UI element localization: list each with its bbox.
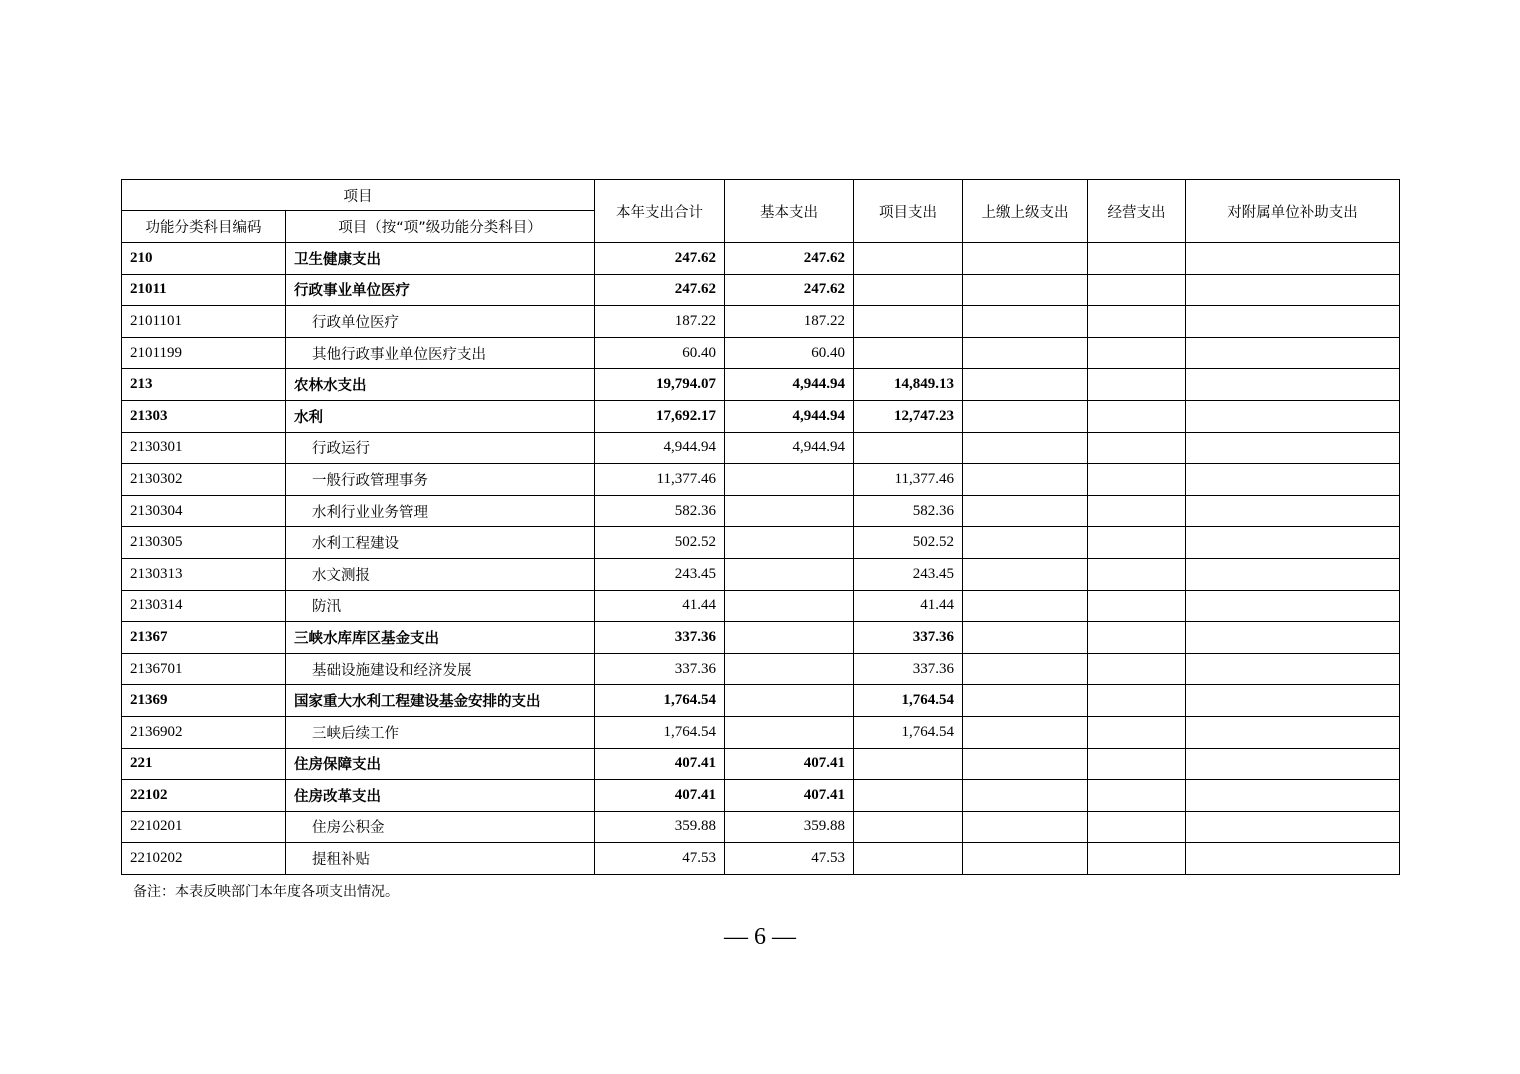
cell-total: 41.44 xyxy=(595,590,725,622)
cell-code: 2130314 xyxy=(122,590,286,622)
cell-subsidy xyxy=(1186,590,1400,622)
table-row xyxy=(122,495,1400,527)
cell-name: 防汛 xyxy=(286,590,595,622)
header-project: 项目支出 xyxy=(854,180,963,243)
cell-basic xyxy=(725,622,854,654)
cell-subsidy xyxy=(1186,716,1400,748)
cell-subsidy xyxy=(1186,748,1400,780)
cell-superior xyxy=(963,622,1088,654)
cell-basic: 60.40 xyxy=(725,337,854,369)
cell-total: 19,794.07 xyxy=(595,369,725,401)
cell-business xyxy=(1088,685,1186,717)
cell-name: 水文测报 xyxy=(286,558,595,590)
cell-basic: 359.88 xyxy=(725,811,854,843)
cell-project: 1,764.54 xyxy=(854,716,963,748)
cell-project xyxy=(854,843,963,875)
cell-subsidy xyxy=(1186,369,1400,401)
cell-subsidy xyxy=(1186,653,1400,685)
cell-superior xyxy=(963,306,1088,338)
cell-project: 337.36 xyxy=(854,653,963,685)
cell-total: 187.22 xyxy=(595,306,725,338)
table-row xyxy=(122,590,1400,622)
cell-superior xyxy=(963,432,1088,464)
cell-superior xyxy=(963,243,1088,275)
cell-business xyxy=(1088,306,1186,338)
cell-project: 502.52 xyxy=(854,527,963,559)
cell-project: 582.36 xyxy=(854,495,963,527)
cell-business xyxy=(1088,843,1186,875)
cell-subsidy xyxy=(1186,843,1400,875)
cell-superior xyxy=(963,527,1088,559)
cell-total: 502.52 xyxy=(595,527,725,559)
header-name: 项目（按“项”级功能分类科目） xyxy=(286,211,595,243)
cell-code: 2210201 xyxy=(122,811,286,843)
cell-total: 337.36 xyxy=(595,653,725,685)
table-row xyxy=(122,716,1400,748)
cell-business xyxy=(1088,716,1186,748)
cell-code: 2101101 xyxy=(122,306,286,338)
table-row xyxy=(122,337,1400,369)
cell-business xyxy=(1088,653,1186,685)
cell-business xyxy=(1088,748,1186,780)
cell-project: 12,747.23 xyxy=(854,400,963,432)
cell-project xyxy=(854,306,963,338)
cell-subsidy xyxy=(1186,811,1400,843)
cell-name: 水利行业业务管理 xyxy=(286,495,595,527)
header-code: 功能分类科目编码 xyxy=(122,211,286,243)
cell-name: 农林水支出 xyxy=(286,369,595,401)
cell-subsidy xyxy=(1186,622,1400,654)
cell-subsidy xyxy=(1186,337,1400,369)
cell-superior xyxy=(963,400,1088,432)
header-project-group: 项目 xyxy=(122,180,595,211)
cell-basic: 247.62 xyxy=(725,243,854,275)
cell-basic: 4,944.94 xyxy=(725,369,854,401)
cell-subsidy xyxy=(1186,306,1400,338)
cell-project xyxy=(854,274,963,306)
cell-total: 407.41 xyxy=(595,780,725,812)
table-row xyxy=(122,622,1400,654)
cell-name: 住房公积金 xyxy=(286,811,595,843)
cell-name: 三峡后续工作 xyxy=(286,716,595,748)
cell-business xyxy=(1088,780,1186,812)
cell-business xyxy=(1088,464,1186,496)
cell-basic: 247.62 xyxy=(725,274,854,306)
cell-total: 60.40 xyxy=(595,337,725,369)
cell-basic xyxy=(725,685,854,717)
cell-basic xyxy=(725,527,854,559)
table-row xyxy=(122,464,1400,496)
cell-basic xyxy=(725,590,854,622)
cell-code: 2101199 xyxy=(122,337,286,369)
header-business: 经营支出 xyxy=(1088,180,1186,243)
cell-project: 243.45 xyxy=(854,558,963,590)
cell-total: 11,377.46 xyxy=(595,464,725,496)
table-note: 备注：本表反映部门本年度各项支出情况。 xyxy=(133,884,399,900)
cell-superior xyxy=(963,811,1088,843)
cell-project xyxy=(854,748,963,780)
cell-subsidy xyxy=(1186,495,1400,527)
cell-business xyxy=(1088,622,1186,654)
cell-total: 47.53 xyxy=(595,843,725,875)
table-row xyxy=(122,527,1400,559)
cell-total: 1,764.54 xyxy=(595,685,725,717)
cell-superior xyxy=(963,716,1088,748)
cell-subsidy xyxy=(1186,558,1400,590)
header-basic: 基本支出 xyxy=(725,180,854,243)
cell-name: 其他行政事业单位医疗支出 xyxy=(286,337,595,369)
cell-superior xyxy=(963,843,1088,875)
cell-code: 2130304 xyxy=(122,495,286,527)
cell-business xyxy=(1088,369,1186,401)
cell-business xyxy=(1088,337,1186,369)
cell-code: 2130301 xyxy=(122,432,286,464)
cell-subsidy xyxy=(1186,400,1400,432)
cell-business xyxy=(1088,400,1186,432)
cell-subsidy xyxy=(1186,274,1400,306)
cell-business xyxy=(1088,558,1186,590)
cell-name: 三峡水库库区基金支出 xyxy=(286,622,595,654)
expenditure-table xyxy=(121,179,1400,875)
cell-superior xyxy=(963,464,1088,496)
cell-business xyxy=(1088,590,1186,622)
cell-superior xyxy=(963,685,1088,717)
cell-basic xyxy=(725,495,854,527)
cell-total: 4,944.94 xyxy=(595,432,725,464)
cell-code: 210 xyxy=(122,243,286,275)
page-number: — 6 — xyxy=(724,924,796,950)
table-row xyxy=(122,306,1400,338)
cell-project: 41.44 xyxy=(854,590,963,622)
cell-project xyxy=(854,432,963,464)
cell-subsidy xyxy=(1186,243,1400,275)
table-row xyxy=(122,369,1400,401)
cell-name: 国家重大水利工程建设基金安排的支出 xyxy=(286,685,595,717)
cell-superior xyxy=(963,780,1088,812)
table-row xyxy=(122,558,1400,590)
cell-total: 407.41 xyxy=(595,748,725,780)
cell-basic xyxy=(725,653,854,685)
table-row xyxy=(122,685,1400,717)
table-body xyxy=(122,243,1400,875)
cell-superior xyxy=(963,653,1088,685)
cell-name: 提租补贴 xyxy=(286,843,595,875)
cell-superior xyxy=(963,274,1088,306)
cell-basic: 407.41 xyxy=(725,748,854,780)
table-row xyxy=(122,653,1400,685)
cell-basic: 4,944.94 xyxy=(725,432,854,464)
cell-code: 2136701 xyxy=(122,653,286,685)
table-row xyxy=(122,400,1400,432)
cell-code: 2130302 xyxy=(122,464,286,496)
cell-superior xyxy=(963,495,1088,527)
cell-code: 213 xyxy=(122,369,286,401)
cell-code: 2130313 xyxy=(122,558,286,590)
cell-project xyxy=(854,780,963,812)
cell-total: 1,764.54 xyxy=(595,716,725,748)
cell-code: 21369 xyxy=(122,685,286,717)
cell-subsidy xyxy=(1186,464,1400,496)
cell-total: 243.45 xyxy=(595,558,725,590)
cell-superior xyxy=(963,558,1088,590)
cell-business xyxy=(1088,527,1186,559)
cell-basic xyxy=(725,464,854,496)
cell-subsidy xyxy=(1186,685,1400,717)
cell-code: 21303 xyxy=(122,400,286,432)
cell-code: 22102 xyxy=(122,780,286,812)
cell-code: 2136902 xyxy=(122,716,286,748)
cell-code: 221 xyxy=(122,748,286,780)
cell-basic xyxy=(725,716,854,748)
header-row-1 xyxy=(122,180,1400,211)
cell-code: 21011 xyxy=(122,274,286,306)
cell-code: 2130305 xyxy=(122,527,286,559)
cell-basic: 407.41 xyxy=(725,780,854,812)
cell-name: 行政运行 xyxy=(286,432,595,464)
cell-basic xyxy=(725,558,854,590)
cell-total: 247.62 xyxy=(595,274,725,306)
cell-superior xyxy=(963,337,1088,369)
cell-name: 卫生健康支出 xyxy=(286,243,595,275)
table-row xyxy=(122,748,1400,780)
cell-name: 住房保障支出 xyxy=(286,748,595,780)
cell-project xyxy=(854,811,963,843)
cell-subsidy xyxy=(1186,780,1400,812)
cell-business xyxy=(1088,274,1186,306)
cell-code: 21367 xyxy=(122,622,286,654)
table-row xyxy=(122,811,1400,843)
header-total: 本年支出合计 xyxy=(595,180,725,243)
cell-business xyxy=(1088,243,1186,275)
cell-name: 一般行政管理事务 xyxy=(286,464,595,496)
cell-business xyxy=(1088,495,1186,527)
cell-total: 359.88 xyxy=(595,811,725,843)
cell-subsidy xyxy=(1186,527,1400,559)
cell-superior xyxy=(963,590,1088,622)
header-subsidy: 对附属单位补助支出 xyxy=(1186,180,1400,243)
cell-project: 1,764.54 xyxy=(854,685,963,717)
cell-business xyxy=(1088,811,1186,843)
cell-subsidy xyxy=(1186,432,1400,464)
table-row xyxy=(122,780,1400,812)
table-row xyxy=(122,274,1400,306)
cell-name: 行政单位医疗 xyxy=(286,306,595,338)
cell-basic: 47.53 xyxy=(725,843,854,875)
cell-name: 水利 xyxy=(286,400,595,432)
cell-total: 247.62 xyxy=(595,243,725,275)
cell-project xyxy=(854,243,963,275)
cell-name: 水利工程建设 xyxy=(286,527,595,559)
cell-total: 337.36 xyxy=(595,622,725,654)
cell-basic: 187.22 xyxy=(725,306,854,338)
header-superior: 上缴上级支出 xyxy=(963,180,1088,243)
cell-total: 582.36 xyxy=(595,495,725,527)
cell-name: 住房改革支出 xyxy=(286,780,595,812)
cell-superior xyxy=(963,369,1088,401)
cell-basic: 4,944.94 xyxy=(725,400,854,432)
cell-name: 行政事业单位医疗 xyxy=(286,274,595,306)
cell-superior xyxy=(963,748,1088,780)
table-row xyxy=(122,432,1400,464)
cell-name: 基础设施建设和经济发展 xyxy=(286,653,595,685)
cell-total: 17,692.17 xyxy=(595,400,725,432)
table-row xyxy=(122,843,1400,875)
cell-project: 11,377.46 xyxy=(854,464,963,496)
cell-project: 14,849.13 xyxy=(854,369,963,401)
cell-code: 2210202 xyxy=(122,843,286,875)
cell-project xyxy=(854,337,963,369)
cell-project: 337.36 xyxy=(854,622,963,654)
cell-business xyxy=(1088,432,1186,464)
table-row xyxy=(122,243,1400,275)
